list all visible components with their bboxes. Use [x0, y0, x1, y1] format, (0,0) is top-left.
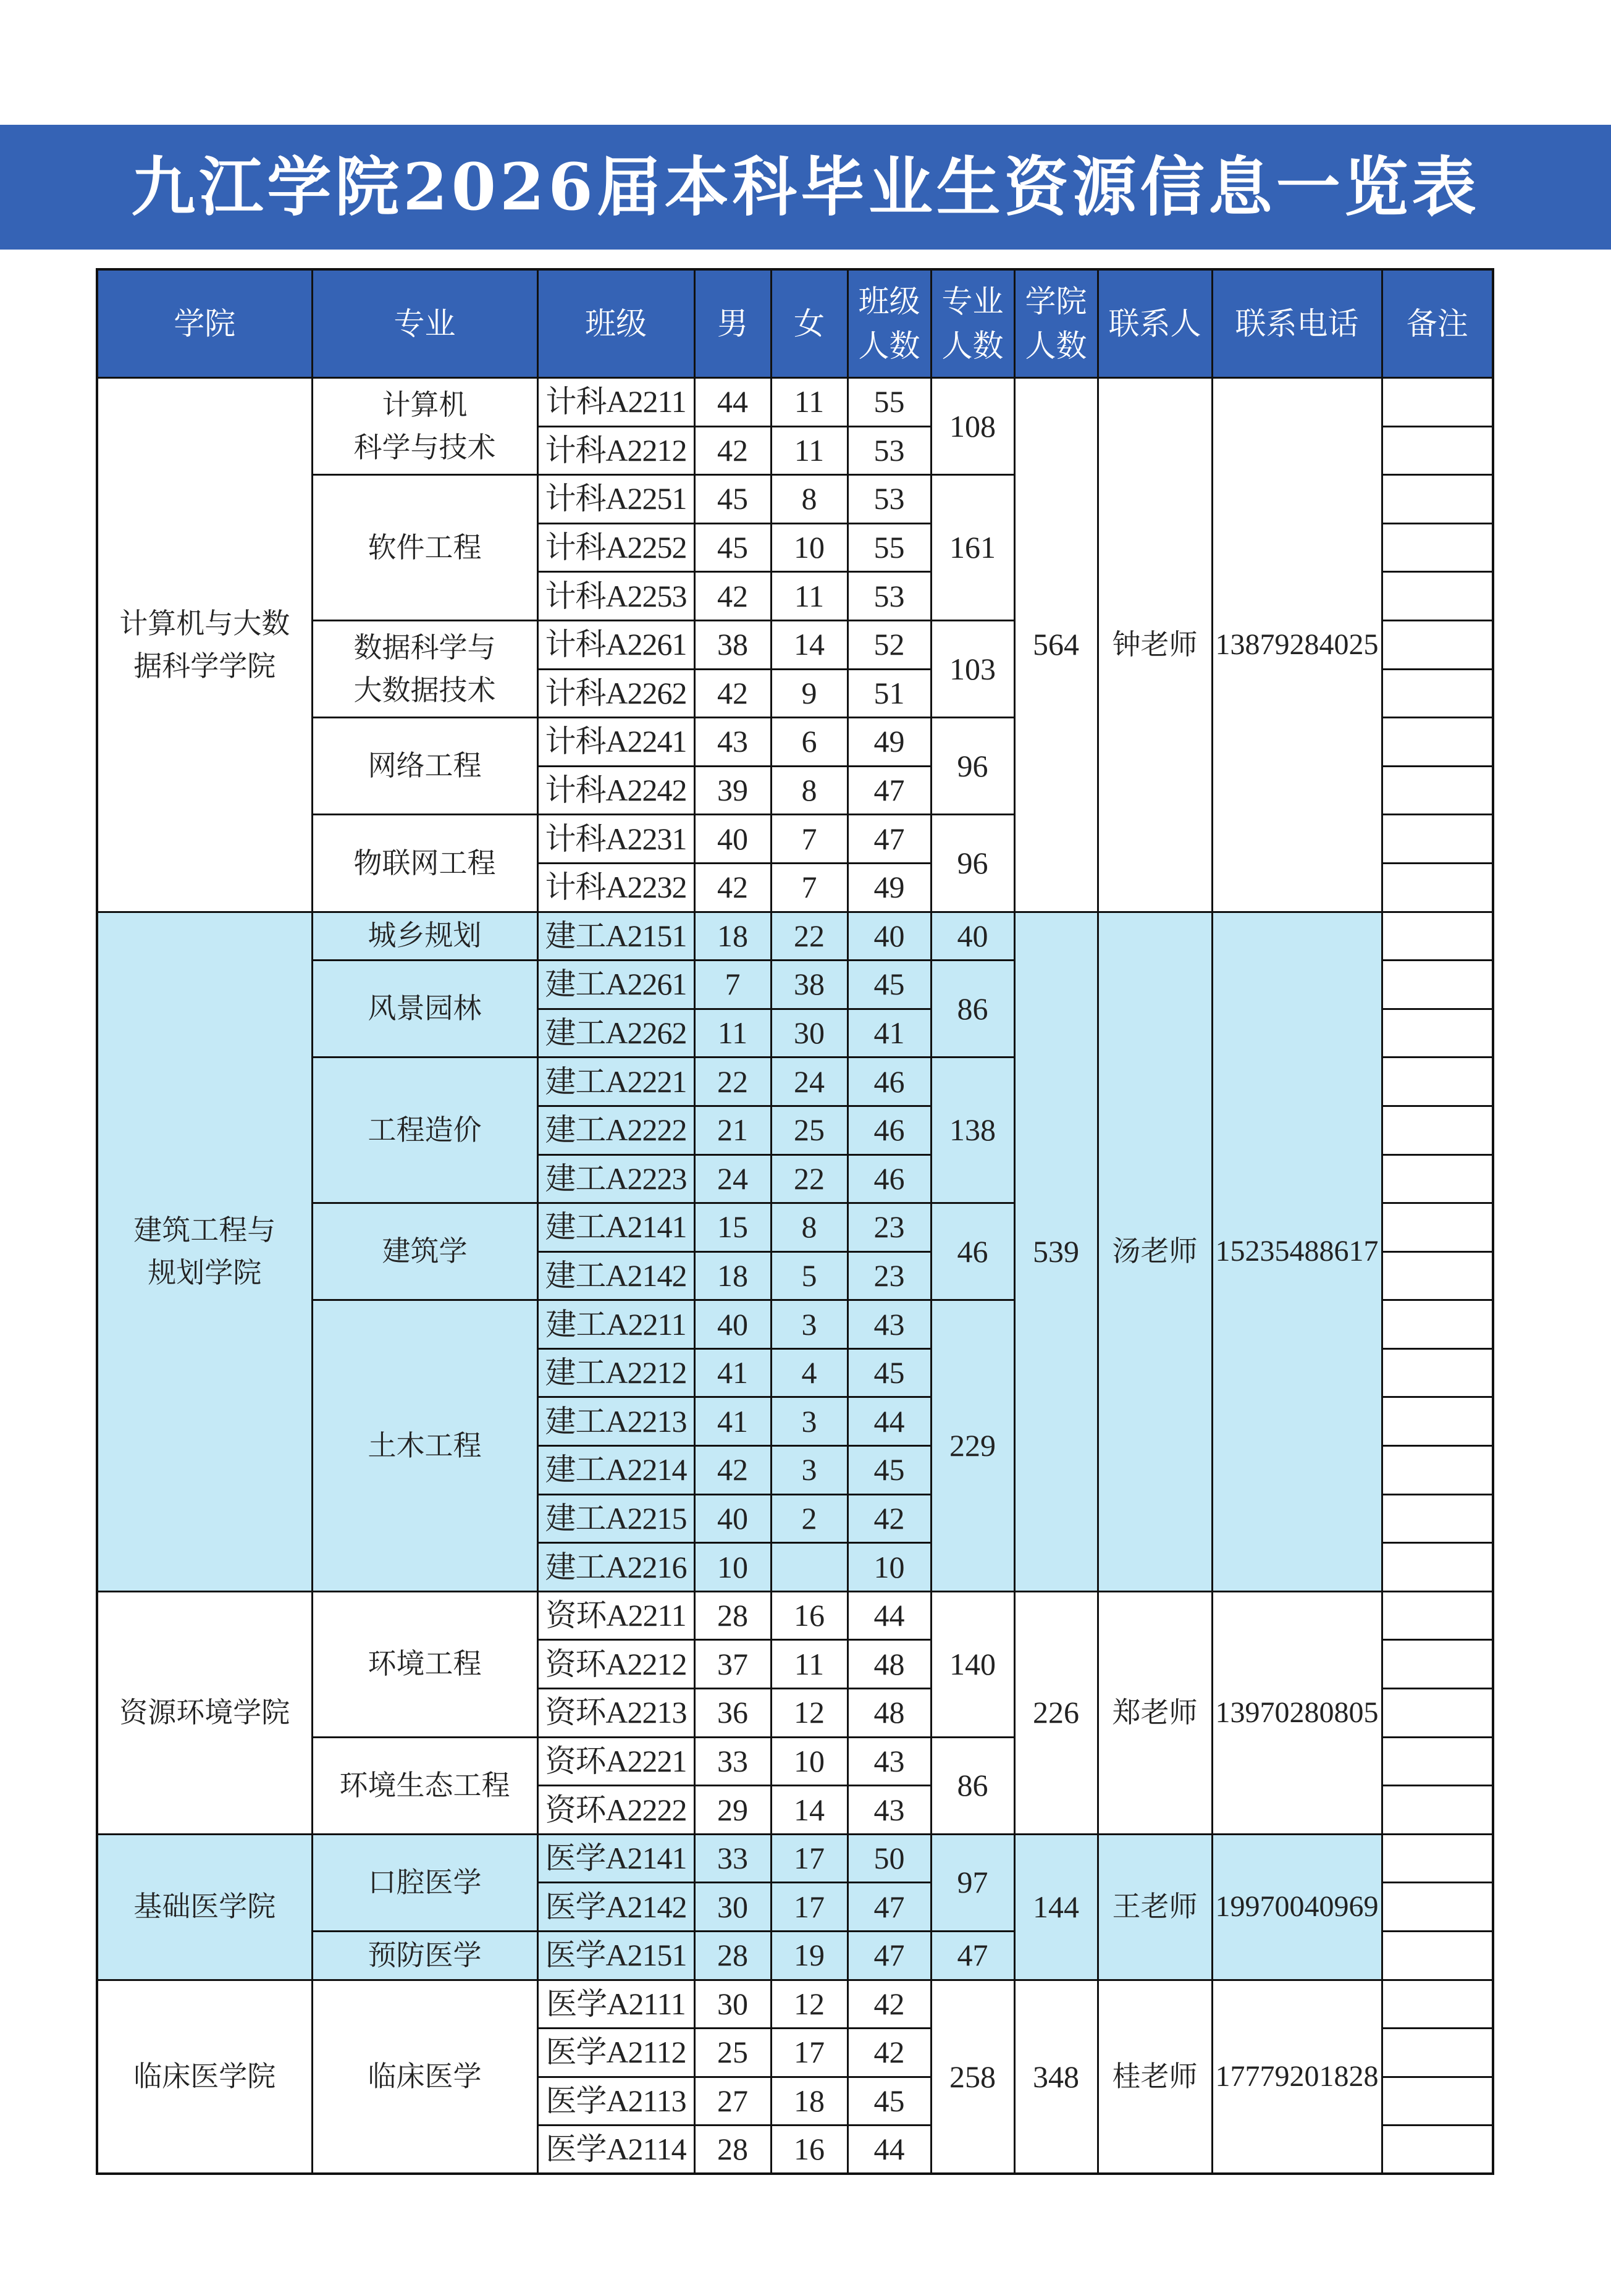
female-count-cell: 3	[771, 1446, 848, 1495]
page-title: 九江学院2026届本科毕业生资源信息一览表	[131, 149, 1480, 225]
class-total-cell: 43	[848, 1786, 931, 1835]
class-total-cell: 46	[848, 1154, 931, 1203]
major-name-cell-line: 大数据技术	[353, 673, 496, 707]
male-count-cell: 21	[694, 1106, 771, 1154]
male-count-cell: 29	[694, 1786, 771, 1835]
female-count-cell: 12	[771, 1980, 848, 2029]
major-total-cell: 108	[931, 378, 1014, 475]
major-name-cell-line: 科学与技术	[353, 431, 496, 465]
female-count-cell: 17	[771, 1834, 848, 1883]
class-total-cell: 47	[848, 1883, 931, 1932]
remark-cell	[1382, 815, 1493, 864]
class-cell: 医学A2111	[537, 1980, 694, 2029]
header-remark: 备注	[1382, 269, 1493, 378]
major-total-cell: 96	[931, 718, 1014, 815]
major-name-cell: 建筑学	[312, 1203, 537, 1300]
class-cell: 计科A2211	[537, 378, 694, 427]
class-total-cell: 42	[848, 1980, 931, 2029]
remark-cell	[1382, 2077, 1493, 2126]
female-count-cell: 30	[771, 1009, 848, 1058]
male-count-cell: 15	[694, 1203, 771, 1252]
male-count-cell: 18	[694, 1251, 771, 1300]
female-count-cell: 7	[771, 863, 848, 912]
female-count-cell: 17	[771, 2029, 848, 2077]
female-count-cell: 18	[771, 2077, 848, 2126]
female-count-cell	[771, 1543, 848, 1592]
male-count-cell: 27	[694, 2077, 771, 2126]
remark-cell	[1382, 1397, 1493, 1446]
college-name-cell-line: 建筑工程与	[133, 1213, 276, 1247]
major-name-cell: 预防医学	[312, 1932, 537, 1980]
header-college: 学院	[97, 269, 312, 378]
male-count-cell: 45	[694, 523, 771, 572]
female-count-cell: 9	[771, 669, 848, 718]
class-total-cell: 53	[848, 475, 931, 524]
contact-cell: 钟老师	[1098, 378, 1212, 912]
male-count-cell: 18	[694, 912, 771, 961]
female-count-cell: 11	[771, 378, 848, 427]
class-cell: 资环A2212	[537, 1640, 694, 1689]
female-count-cell: 3	[771, 1397, 848, 1446]
class-total-cell: 42	[848, 2029, 931, 2077]
major-name-cell: 城乡规划	[312, 912, 537, 961]
class-cell: 医学A2141	[537, 1834, 694, 1883]
class-total-cell: 52	[848, 620, 931, 669]
female-count-cell: 19	[771, 1932, 848, 1980]
major-total-cell: 86	[931, 961, 1014, 1058]
remark-cell	[1382, 1106, 1493, 1154]
class-total-cell: 40	[848, 912, 931, 961]
header-class-total: 班级 人数	[848, 269, 931, 378]
male-count-cell: 11	[694, 1009, 771, 1058]
phone-cell: 15235488617	[1212, 912, 1382, 1591]
remark-cell	[1382, 718, 1493, 767]
remark-cell	[1382, 961, 1493, 1009]
female-count-cell: 7	[771, 815, 848, 864]
remark-cell	[1382, 669, 1493, 718]
major-name-cell: 口腔医学	[312, 1834, 537, 1931]
class-cell: 建工A2261	[537, 961, 694, 1009]
header-male: 男	[694, 269, 771, 378]
female-count-cell: 22	[771, 912, 848, 961]
major-name-cell: 临床医学	[312, 1980, 537, 2174]
college-total-cell: 144	[1014, 1834, 1098, 1980]
class-total-cell: 55	[848, 523, 931, 572]
female-count-cell: 12	[771, 1689, 848, 1738]
remark-cell	[1382, 572, 1493, 621]
major-total-cell: 96	[931, 815, 1014, 912]
male-count-cell: 42	[694, 426, 771, 475]
class-total-cell: 53	[848, 426, 931, 475]
male-count-cell: 44	[694, 378, 771, 427]
class-total-cell: 41	[848, 1009, 931, 1058]
male-count-cell: 45	[694, 475, 771, 524]
male-count-cell: 39	[694, 766, 771, 815]
remark-cell	[1382, 1834, 1493, 1883]
table-row	[97, 1834, 1493, 1883]
class-total-cell: 49	[848, 863, 931, 912]
class-total-cell: 48	[848, 1640, 931, 1689]
major-name-cell	[312, 378, 537, 475]
college-total-cell: 348	[1014, 1980, 1098, 2174]
table-header-row	[97, 269, 1493, 378]
remark-cell	[1382, 1058, 1493, 1106]
major-name-cell: 工程造价	[312, 1058, 537, 1203]
female-count-cell: 14	[771, 1786, 848, 1835]
major-total-cell: 47	[931, 1932, 1014, 1980]
male-count-cell: 28	[694, 1932, 771, 1980]
female-count-cell: 10	[771, 1737, 848, 1786]
male-count-cell: 22	[694, 1058, 771, 1106]
female-count-cell: 25	[771, 1106, 848, 1154]
major-total-cell: 86	[931, 1737, 1014, 1834]
remark-cell	[1382, 1446, 1493, 1495]
male-count-cell: 42	[694, 669, 771, 718]
class-cell: 计科A2262	[537, 669, 694, 718]
table-body	[97, 378, 1493, 2174]
major-name-cell: 物联网工程	[312, 815, 537, 912]
male-count-cell: 30	[694, 1980, 771, 2029]
phone-cell: 13970280805	[1212, 1591, 1382, 1834]
college-name-cell	[97, 912, 312, 1591]
male-count-cell: 42	[694, 863, 771, 912]
female-count-cell: 24	[771, 1058, 848, 1106]
class-cell: 计科A2252	[537, 523, 694, 572]
remark-cell	[1382, 1640, 1493, 1689]
class-cell: 建工A2262	[537, 1009, 694, 1058]
class-total-cell: 53	[848, 572, 931, 621]
major-name-cell	[312, 620, 537, 717]
major-name-cell: 环境工程	[312, 1591, 537, 1737]
male-count-cell: 24	[694, 1154, 771, 1203]
remark-cell	[1382, 2029, 1493, 2077]
class-cell: 建工A2211	[537, 1300, 694, 1349]
class-total-cell: 45	[848, 1446, 931, 1495]
class-total-cell: 49	[848, 718, 931, 767]
class-total-cell: 55	[848, 378, 931, 427]
class-total-cell: 47	[848, 1932, 931, 1980]
class-cell: 建工A2215	[537, 1494, 694, 1543]
female-count-cell: 11	[771, 426, 848, 475]
table-row	[97, 1591, 1493, 1640]
male-count-cell: 30	[694, 1883, 771, 1932]
class-cell: 建工A2221	[537, 1058, 694, 1106]
male-count-cell: 38	[694, 620, 771, 669]
female-count-cell: 17	[771, 1883, 848, 1932]
class-total-cell: 23	[848, 1203, 931, 1252]
class-cell: 建工A2141	[537, 1203, 694, 1252]
class-total-cell: 23	[848, 1251, 931, 1300]
class-cell: 资环A2213	[537, 1689, 694, 1738]
female-count-cell: 8	[771, 1203, 848, 1252]
title-banner	[0, 125, 1611, 250]
class-cell: 资环A2221	[537, 1737, 694, 1786]
table-row	[97, 378, 1493, 427]
remark-cell	[1382, 1543, 1493, 1592]
class-cell: 建工A2216	[537, 1543, 694, 1592]
major-name-cell: 土木工程	[312, 1300, 537, 1592]
remark-cell	[1382, 766, 1493, 815]
male-count-cell: 40	[694, 815, 771, 864]
remark-cell	[1382, 1591, 1493, 1640]
female-count-cell: 4	[771, 1348, 848, 1397]
phone-cell: 17779201828	[1212, 1980, 1382, 2174]
college-name-cell: 基础医学院	[97, 1834, 312, 1980]
female-count-cell: 2	[771, 1494, 848, 1543]
class-cell: 建工A2223	[537, 1154, 694, 1203]
remark-cell	[1382, 475, 1493, 524]
class-total-cell: 42	[848, 1494, 931, 1543]
header-class: 班级	[537, 269, 694, 378]
major-total-cell: 103	[931, 620, 1014, 717]
college-name-cell: 资源环境学院	[97, 1591, 312, 1834]
college-name-cell: 临床医学院	[97, 1980, 312, 2174]
remark-cell	[1382, 523, 1493, 572]
female-count-cell: 8	[771, 475, 848, 524]
remark-cell	[1382, 2126, 1493, 2174]
major-name-cell-line: 计算机	[382, 388, 468, 422]
male-count-cell: 7	[694, 961, 771, 1009]
female-count-cell: 14	[771, 620, 848, 669]
header-female: 女	[771, 269, 848, 378]
header-phone: 联系电话	[1212, 269, 1382, 378]
class-total-cell: 51	[848, 669, 931, 718]
college-name-cell-line: 计算机与大数	[119, 606, 290, 640]
class-cell: 计科A2242	[537, 766, 694, 815]
major-name-cell: 网络工程	[312, 718, 537, 815]
class-total-cell: 46	[848, 1106, 931, 1154]
college-total-cell: 226	[1014, 1591, 1098, 1834]
contact-cell: 郑老师	[1098, 1591, 1212, 1834]
contact-cell: 王老师	[1098, 1834, 1212, 1980]
class-total-cell: 43	[848, 1737, 931, 1786]
female-count-cell: 10	[771, 523, 848, 572]
class-total-cell: 45	[848, 961, 931, 1009]
class-cell: 建工A2213	[537, 1397, 694, 1446]
remark-cell	[1382, 912, 1493, 961]
female-count-cell: 5	[771, 1251, 848, 1300]
male-count-cell: 28	[694, 2126, 771, 2174]
class-total-cell: 48	[848, 1689, 931, 1738]
class-cell: 建工A2212	[537, 1348, 694, 1397]
female-count-cell: 8	[771, 766, 848, 815]
class-cell: 医学A2113	[537, 2077, 694, 2126]
remark-cell	[1382, 1932, 1493, 1980]
female-count-cell: 22	[771, 1154, 848, 1203]
major-total-cell: 140	[931, 1591, 1014, 1737]
remark-cell	[1382, 1883, 1493, 1932]
class-cell: 计科A2232	[537, 863, 694, 912]
major-total-cell: 46	[931, 1203, 1014, 1300]
female-count-cell: 38	[771, 961, 848, 1009]
female-count-cell: 6	[771, 718, 848, 767]
class-cell: 计科A2251	[537, 475, 694, 524]
class-cell: 医学A2151	[537, 1932, 694, 1980]
remark-cell	[1382, 620, 1493, 669]
college-name-cell-line: 据科学学院	[133, 649, 276, 683]
class-total-cell: 45	[848, 1348, 931, 1397]
class-cell: 计科A2231	[537, 815, 694, 864]
remark-cell	[1382, 1786, 1493, 1835]
major-total-cell: 138	[931, 1058, 1014, 1203]
college-total-cell: 564	[1014, 378, 1098, 912]
class-cell: 计科A2212	[537, 426, 694, 475]
major-total-cell: 40	[931, 912, 1014, 961]
remark-cell	[1382, 378, 1493, 427]
male-count-cell: 43	[694, 718, 771, 767]
male-count-cell: 10	[694, 1543, 771, 1592]
remark-cell	[1382, 1494, 1493, 1543]
table-row	[97, 912, 1493, 961]
class-cell: 医学A2114	[537, 2126, 694, 2174]
header-contact: 联系人	[1098, 269, 1212, 378]
major-total-cell: 97	[931, 1834, 1014, 1931]
class-total-cell: 46	[848, 1058, 931, 1106]
class-cell: 建工A2142	[537, 1251, 694, 1300]
class-cell: 建工A2222	[537, 1106, 694, 1154]
male-count-cell: 25	[694, 2029, 771, 2077]
contact-cell: 汤老师	[1098, 912, 1212, 1591]
remark-cell	[1382, 863, 1493, 912]
college-total-cell: 539	[1014, 912, 1098, 1591]
remark-cell	[1382, 426, 1493, 475]
class-cell: 计科A2261	[537, 620, 694, 669]
class-total-cell: 45	[848, 2077, 931, 2126]
class-total-cell: 44	[848, 1591, 931, 1640]
remark-cell	[1382, 1251, 1493, 1300]
phone-cell: 19970040969	[1212, 1834, 1382, 1980]
remark-cell	[1382, 1980, 1493, 2029]
remark-cell	[1382, 1154, 1493, 1203]
class-cell: 建工A2214	[537, 1446, 694, 1495]
male-count-cell: 28	[694, 1591, 771, 1640]
class-total-cell: 10	[848, 1543, 931, 1592]
class-total-cell: 50	[848, 1834, 931, 1883]
major-name-cell: 环境生态工程	[312, 1737, 537, 1834]
major-name-cell: 软件工程	[312, 475, 537, 621]
header-major: 专业	[312, 269, 537, 378]
remark-cell	[1382, 1689, 1493, 1738]
male-count-cell: 33	[694, 1834, 771, 1883]
male-count-cell: 40	[694, 1494, 771, 1543]
male-count-cell: 33	[694, 1737, 771, 1786]
class-cell: 资环A2222	[537, 1786, 694, 1835]
major-total-cell: 229	[931, 1300, 1014, 1592]
male-count-cell: 41	[694, 1348, 771, 1397]
class-total-cell: 47	[848, 766, 931, 815]
female-count-cell: 11	[771, 1640, 848, 1689]
male-count-cell: 40	[694, 1300, 771, 1349]
class-cell: 计科A2241	[537, 718, 694, 767]
contact-cell: 桂老师	[1098, 1980, 1212, 2174]
remark-cell	[1382, 1203, 1493, 1252]
phone-cell: 13879284025	[1212, 378, 1382, 912]
female-count-cell: 11	[771, 572, 848, 621]
class-total-cell: 44	[848, 2126, 931, 2174]
class-cell: 资环A2211	[537, 1591, 694, 1640]
major-name-cell-line: 数据科学与	[353, 631, 496, 665]
female-count-cell: 16	[771, 2126, 848, 2174]
class-cell: 计科A2253	[537, 572, 694, 621]
male-count-cell: 42	[694, 572, 771, 621]
table-row	[97, 1980, 1493, 2029]
header-major-total: 专业 人数	[931, 269, 1014, 378]
remark-cell	[1382, 1300, 1493, 1349]
header-college-total: 学院 人数	[1014, 269, 1098, 378]
major-name-cell: 风景园林	[312, 961, 537, 1058]
class-cell: 医学A2142	[537, 1883, 694, 1932]
male-count-cell: 42	[694, 1446, 771, 1495]
class-total-cell: 44	[848, 1397, 931, 1446]
remark-cell	[1382, 1737, 1493, 1786]
major-total-cell: 258	[931, 1980, 1014, 2174]
class-total-cell: 43	[848, 1300, 931, 1349]
class-cell: 医学A2112	[537, 2029, 694, 2077]
female-count-cell: 16	[771, 1591, 848, 1640]
male-count-cell: 36	[694, 1689, 771, 1738]
graduate-table	[96, 268, 1494, 2175]
female-count-cell: 3	[771, 1300, 848, 1349]
male-count-cell: 41	[694, 1397, 771, 1446]
college-name-cell	[97, 378, 312, 912]
male-count-cell: 37	[694, 1640, 771, 1689]
class-total-cell: 47	[848, 815, 931, 864]
remark-cell	[1382, 1009, 1493, 1058]
remark-cell	[1382, 1348, 1493, 1397]
college-name-cell-line: 规划学院	[148, 1256, 262, 1290]
class-cell: 建工A2151	[537, 912, 694, 961]
major-total-cell: 161	[931, 475, 1014, 621]
